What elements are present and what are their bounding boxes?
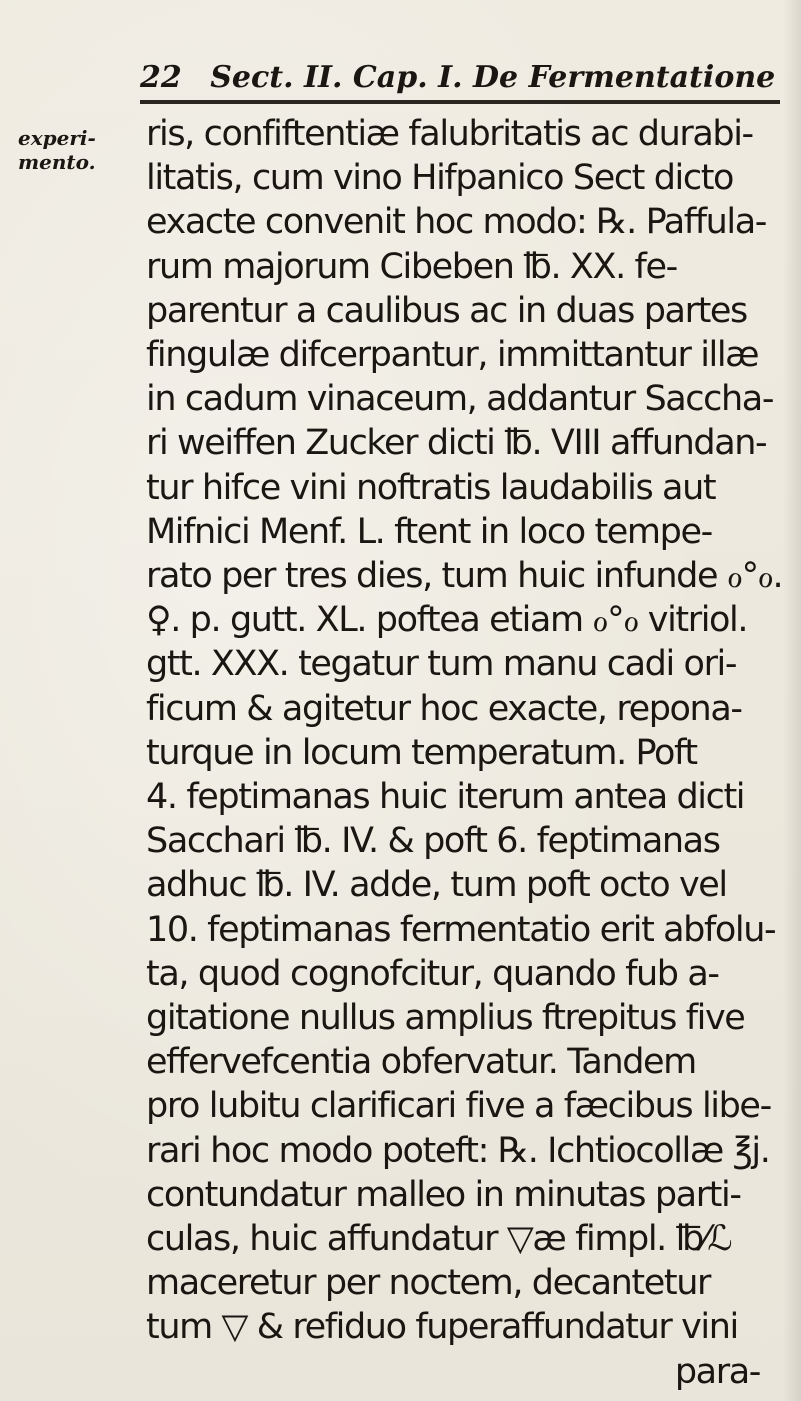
text-line: 10. feptimanas fermentatio erit abfolu-: [146, 909, 776, 950]
text-line: ficum & agitetur hoc exacte, repona-: [146, 688, 742, 729]
text-line: rari hoc modo poteft: ℞. Ichtiocollæ ℥j.: [146, 1130, 770, 1171]
text-line: gitatione nullus amplius ftrepitus five: [146, 998, 745, 1039]
text-line: Mifnici Menf. L. ftent in loco tempe-: [146, 511, 712, 552]
text-line: ris, confiftentiæ falubritatis ac durabi-: [146, 114, 753, 154]
text-line: fingulæ difcerpantur, immittantur illæ: [146, 335, 759, 376]
margin-note-line-2: mento.: [18, 150, 96, 174]
header-rule: [140, 100, 780, 104]
text-line: ri weiffen Zucker dicti ℔. VIII affundan-: [146, 423, 767, 464]
text-line: exacte convenit hoc modo: ℞. Paffula-: [146, 202, 767, 243]
text-line: adhuc ℔. IV. adde, tum poft octo vel: [146, 865, 727, 906]
text-line: tur hifce vini noftratis laudabilis aut: [146, 467, 716, 508]
text-line: turque in locum temperatum. Poft: [146, 732, 697, 773]
margin-note-line-1: experi-: [18, 126, 96, 150]
running-header: [140, 58, 776, 98]
text-line: parentur a caulibus ac in duas partes: [146, 290, 747, 331]
text-line: ♀. p. gutt. XL. poftea etiam ℴ°ℴ vitriol.: [146, 600, 748, 641]
text-line: tum ▽ & refiduo fuperaffundatur vini: [146, 1307, 738, 1348]
text-line: 4. feptimanas huic iterum antea dicti: [146, 777, 745, 818]
text-line: litatis, cum vino Hifpanico Sect dicto: [146, 158, 734, 199]
page-edge-shadow: [783, 0, 801, 1401]
text-line: Sacchari ℔. IV. & poft 6. feptimanas: [146, 821, 720, 862]
text-line: gtt. XXX. tegatur tum manu cadi ori-: [146, 644, 737, 685]
running-head-title: Sect. II. Cap. I. De Fermentatione: [210, 60, 776, 95]
text-line: rum majorum Cibeben ℔. XX. fe-: [146, 246, 677, 287]
page-number: 22: [140, 60, 182, 95]
text-line: culas, huic affundatur ▽æ fimpl. ℔⁄ℒ: [146, 1219, 732, 1260]
text-line: in cadum vinaceum, addantur Saccha-: [146, 379, 774, 420]
catchword: para-: [674, 1351, 760, 1392]
body-text: [146, 112, 796, 1394]
text-line: rato per tres dies, tum huic infunde ℴ°ℴ.: [146, 556, 783, 597]
text-line: effervefcentia obfervatur. Tandem: [146, 1042, 696, 1083]
text-line: pro lubitu clarificari five a fæcibus libe-: [146, 1086, 771, 1127]
text-line: maceretur per noctem, decantetur: [146, 1263, 710, 1304]
text-line: ta, quod cognofcitur, quando fub a-: [146, 953, 719, 994]
text-line: contundatur malleo in minutas parti-: [146, 1174, 741, 1215]
